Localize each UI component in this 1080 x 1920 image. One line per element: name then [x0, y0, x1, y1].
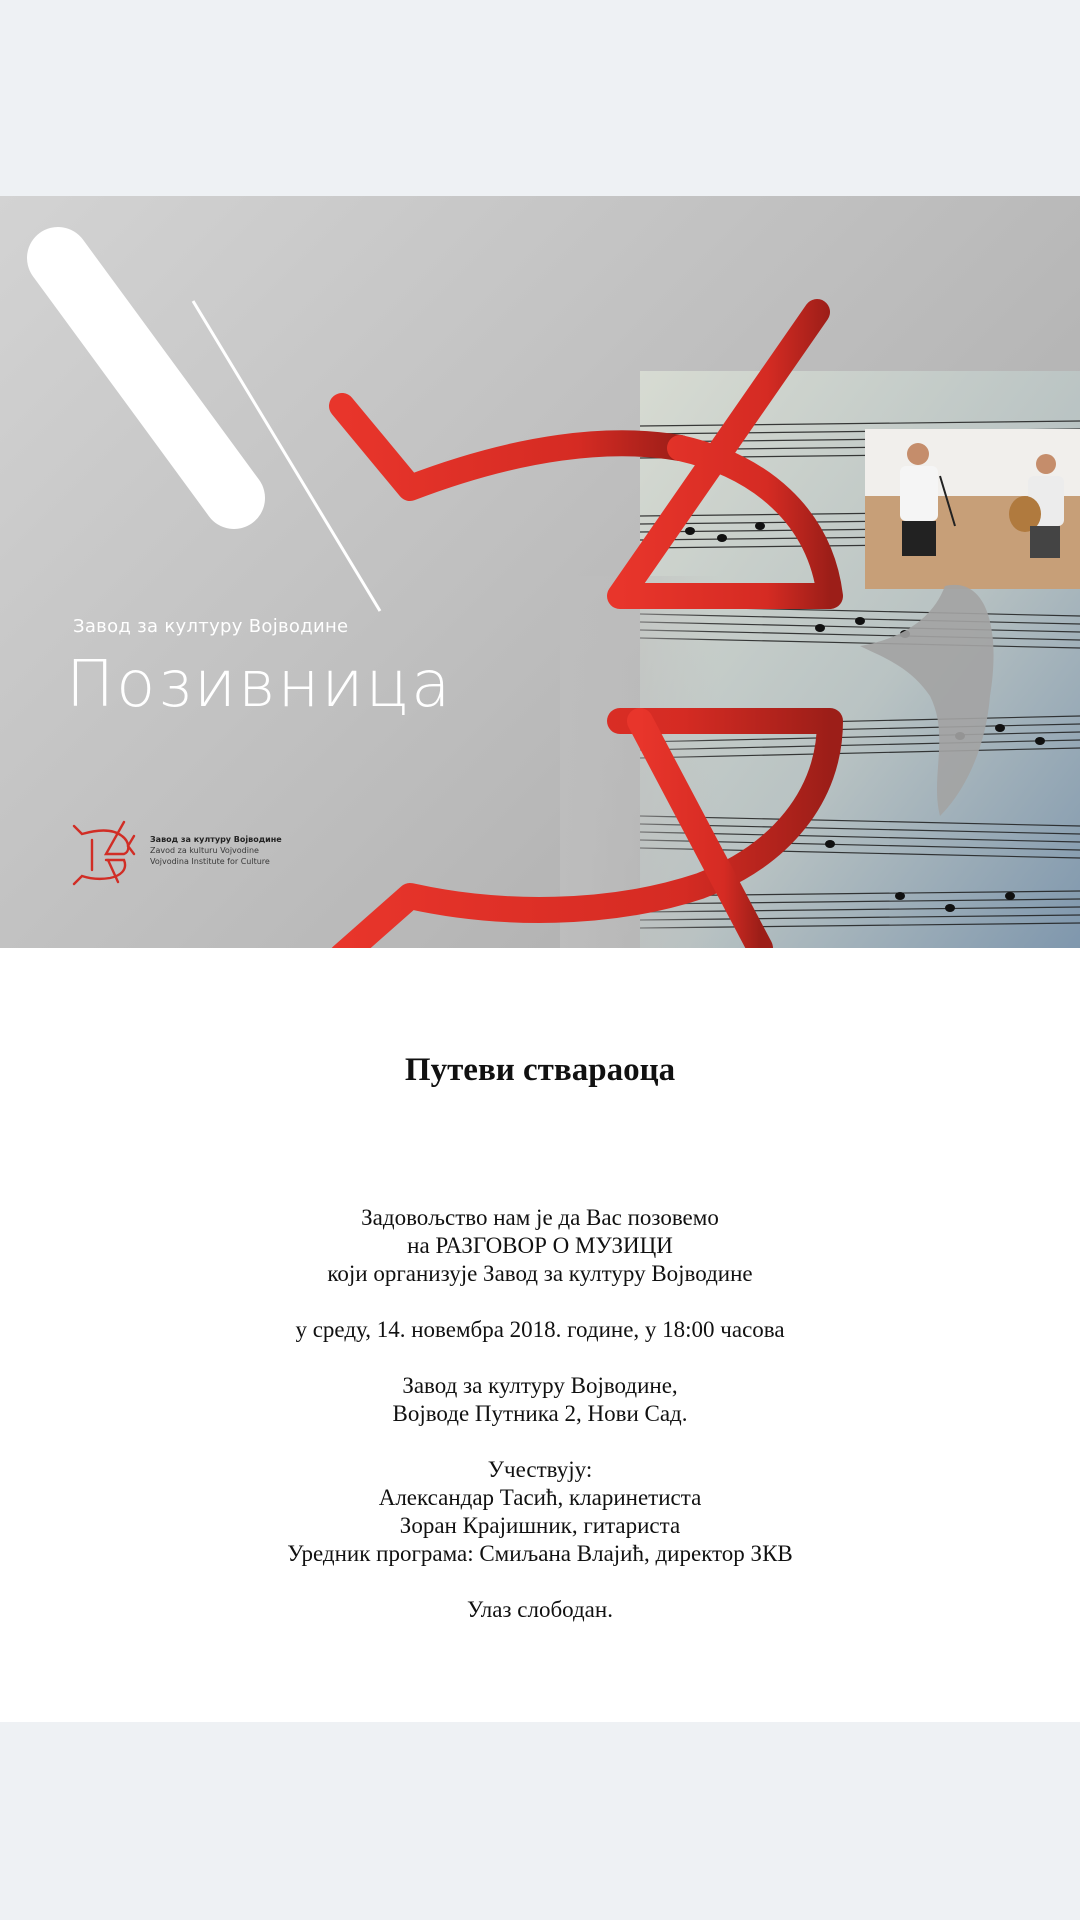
program-editor: Уредник програма: Смиљана Влајић, директор ЗКВ — [287, 1541, 793, 1566]
banner-title: Позивница — [66, 648, 453, 722]
logo-line-serbian: Завод за културу Војводине — [150, 835, 282, 844]
participant-2: Зоран Крајишник, гитариста — [399, 1513, 681, 1538]
venue-line-2: Војводе Путника 2, Нови Сад. — [392, 1401, 688, 1426]
white-pill-shape — [58, 258, 234, 498]
participant-1: Александар Тасић, кларинетиста — [378, 1485, 702, 1510]
invite-line-3: који организује Завод за културу Војводине — [327, 1261, 753, 1286]
musicians-photo — [865, 429, 1080, 589]
invite-line-1: Задовољство нам је да Вас позовемо — [361, 1205, 719, 1230]
invite-line-2: на РАЗГОВОР О МУЗИЦИ — [407, 1233, 673, 1258]
event-datetime: у среду, 14. новембра 2018. године, у 18:00 часова — [295, 1317, 785, 1342]
institute-logo — [70, 814, 290, 894]
logo-line-latin: Zavod za kulturu Vojvodine — [150, 846, 259, 855]
invitation-banner — [0, 196, 1080, 948]
institute-logo-icon — [70, 814, 142, 894]
entry-note: Улаз слободан. — [467, 1597, 613, 1622]
participants-label: Учествују: — [487, 1457, 593, 1482]
invitation-body — [0, 1204, 1080, 1624]
venue-line-1: Завод за културу Војводине, — [402, 1373, 678, 1398]
institute-logo-text — [150, 834, 282, 867]
banner-org-name: Завод за културу Војводине — [73, 616, 349, 637]
logo-line-english: Vojvodina Institute for Culture — [150, 857, 270, 866]
event-title: Путеви ствараоца — [404, 1052, 676, 1088]
